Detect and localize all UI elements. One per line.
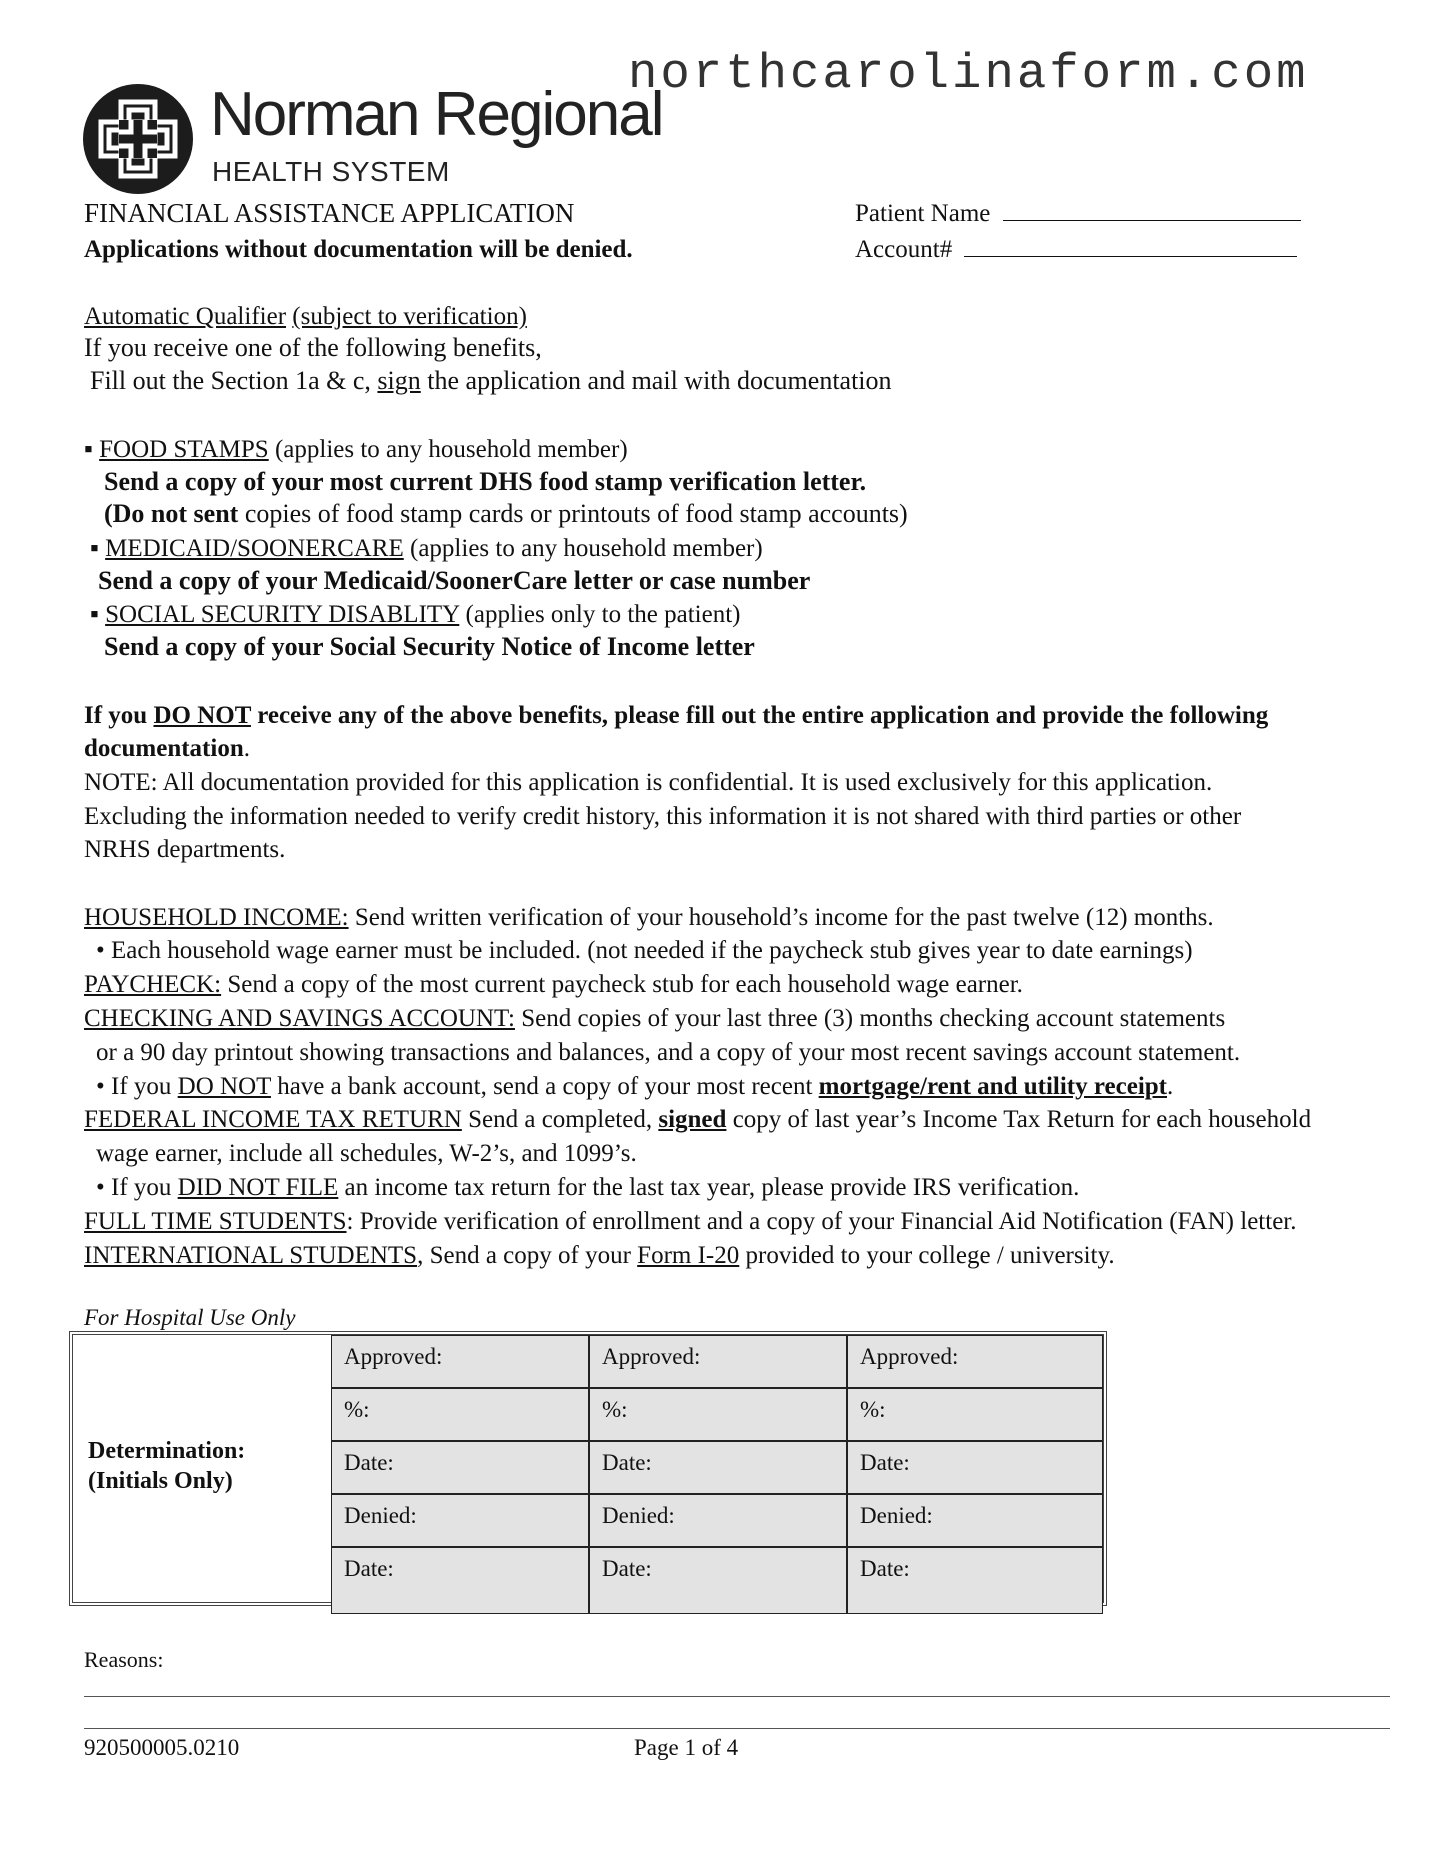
note-line1: NOTE: All documentation provided for this application is confidential. It is used exclusively for this application. bbox=[84, 769, 1213, 796]
patient-name-label: Patient Name bbox=[855, 200, 991, 227]
page-number: Page 1 of 4 bbox=[634, 1735, 739, 1760]
benefit-food-stamps: ▪ FOOD STAMPS (applies to any household member) bbox=[84, 436, 628, 463]
watermark-text: northcarolinaform.com bbox=[628, 46, 1309, 102]
benefit-social-security: ▪ SOCIAL SECURITY DISABLITY (applies only to the patient) bbox=[90, 601, 741, 628]
determination-label: Determination: (Initials Only) bbox=[88, 1438, 246, 1494]
reasons-line-2 bbox=[84, 1728, 1390, 1729]
bullet-icon: ▪ bbox=[90, 601, 99, 628]
hospital-field-col1-row2[interactable]: %: bbox=[331, 1388, 589, 1441]
federal-tax-return: FEDERAL INCOME TAX RETURN Send a completed, signed copy of last year’s Income Tax Return for each household bbox=[84, 1106, 1312, 1133]
federal-tax-return-bullet: • If you DID NOT FILE an income tax return for the last tax year, please provide IRS verification. bbox=[96, 1174, 1080, 1201]
auto-qualifier-heading: Automatic Qualifier (subject to verification) bbox=[84, 303, 527, 330]
not-receive-line2: documentation. bbox=[84, 735, 250, 762]
hospital-field-col2-row2[interactable]: %: bbox=[589, 1388, 847, 1441]
hospital-field-col3-row2[interactable]: %: bbox=[847, 1388, 1103, 1441]
hospital-field-col2-row4[interactable]: Denied: bbox=[589, 1494, 847, 1547]
full-time-students: FULL TIME STUDENTS: Provide verification of enrollment and a copy of your Financial Aid Notification (FAN) letter. bbox=[84, 1208, 1297, 1235]
form-warning: Applications without documentation will be denied. bbox=[84, 236, 633, 263]
note-line3: NRHS departments. bbox=[84, 836, 286, 863]
bullet-icon: ▪ bbox=[90, 535, 99, 562]
checking-savings-bullet: • If you DO NOT have a bank account, send a copy of your most recent mortgage/rent and utility receipt. bbox=[96, 1073, 1174, 1100]
paycheck: PAYCHECK: Send a copy of the most current paycheck stub for each household wage earner. bbox=[84, 971, 1023, 998]
not-receive-line1: If you DO NOT receive any of the above benefits, please fill out the entire application and provide the following bbox=[84, 702, 1269, 729]
logo-icon bbox=[83, 84, 193, 194]
org-name: Norman Regional bbox=[210, 80, 663, 149]
account-line bbox=[964, 256, 1297, 257]
auto-qualifier-line2: Fill out the Section 1a & c, sign the application and mail with documentation bbox=[90, 366, 892, 395]
account-label: Account# bbox=[855, 236, 953, 263]
social-security-instruction: Send a copy of your Social Security Notice of Income letter bbox=[104, 632, 755, 661]
bullet-icon: ▪ bbox=[84, 436, 93, 463]
international-students: INTERNATIONAL STUDENTS, Send a copy of your Form I-20 provided to your college / university. bbox=[84, 1242, 1115, 1269]
benefit-medicaid: ▪ MEDICAID/SOONERCARE (applies to any household member) bbox=[90, 535, 763, 562]
hospital-field-col1-row3[interactable]: Date: bbox=[331, 1441, 589, 1494]
checking-savings: CHECKING AND SAVINGS ACCOUNT: Send copies of your last three (3) months checking account statements bbox=[84, 1005, 1226, 1032]
hospital-field-col2-row5[interactable]: Date: bbox=[589, 1547, 847, 1614]
hospital-field-col2-row1[interactable]: Approved: bbox=[589, 1335, 847, 1388]
hospital-field-col1-row1[interactable]: Approved: bbox=[331, 1335, 589, 1388]
note-line2: Excluding the information needed to verify credit history, this information it is not shared with third parties or other bbox=[84, 803, 1242, 830]
hospital-field-col1-row5[interactable]: Date: bbox=[331, 1547, 589, 1614]
food-stamps-warning: (Do not sent copies of food stamp cards or printouts of food stamp accounts) bbox=[104, 499, 908, 528]
patient-name-field[interactable] bbox=[855, 201, 1301, 226]
hospital-field-col1-row4[interactable]: Denied: bbox=[331, 1494, 589, 1547]
org-subtitle: HEALTH SYSTEM bbox=[212, 156, 450, 187]
hospital-use-table bbox=[69, 1331, 1107, 1606]
reasons-label: Reasons: bbox=[84, 1647, 164, 1672]
auto-qualifier-line1: If you receive one of the following benefits, bbox=[84, 333, 542, 362]
hospital-field-col3-row1[interactable]: Approved: bbox=[847, 1335, 1103, 1388]
reasons-line-1 bbox=[84, 1696, 1390, 1697]
form-code: 920500005.0210 bbox=[84, 1735, 240, 1760]
checking-savings-line2: or a 90 day printout showing transactions and balances, and a copy of your most recent savings account statement. bbox=[96, 1039, 1241, 1066]
hospital-field-col3-row4[interactable]: Denied: bbox=[847, 1494, 1103, 1547]
household-income: HOUSEHOLD INCOME: Send written verification of your household’s income for the past twelve (12) months. bbox=[84, 904, 1214, 931]
hospital-use-caption: For Hospital Use Only bbox=[84, 1305, 296, 1330]
household-income-bullet: • Each household wage earner must be included. (not needed if the paycheck stub gives year to date earnings) bbox=[96, 937, 1193, 964]
medicaid-instruction: Send a copy of your Medicaid/SoonerCare letter or case number bbox=[98, 566, 811, 595]
patient-name-line bbox=[1003, 220, 1301, 221]
hospital-field-col2-row3[interactable]: Date: bbox=[589, 1441, 847, 1494]
account-field[interactable] bbox=[855, 237, 1297, 262]
hospital-field-col3-row3[interactable]: Date: bbox=[847, 1441, 1103, 1494]
federal-tax-return-line2: wage earner, include all schedules, W-2’s, and 1099’s. bbox=[96, 1140, 637, 1167]
food-stamps-instruction: Send a copy of your most current DHS food stamp verification letter. bbox=[104, 467, 867, 496]
form-title: FINANCIAL ASSISTANCE APPLICATION bbox=[84, 198, 575, 228]
hospital-field-col3-row5[interactable]: Date: bbox=[847, 1547, 1103, 1614]
